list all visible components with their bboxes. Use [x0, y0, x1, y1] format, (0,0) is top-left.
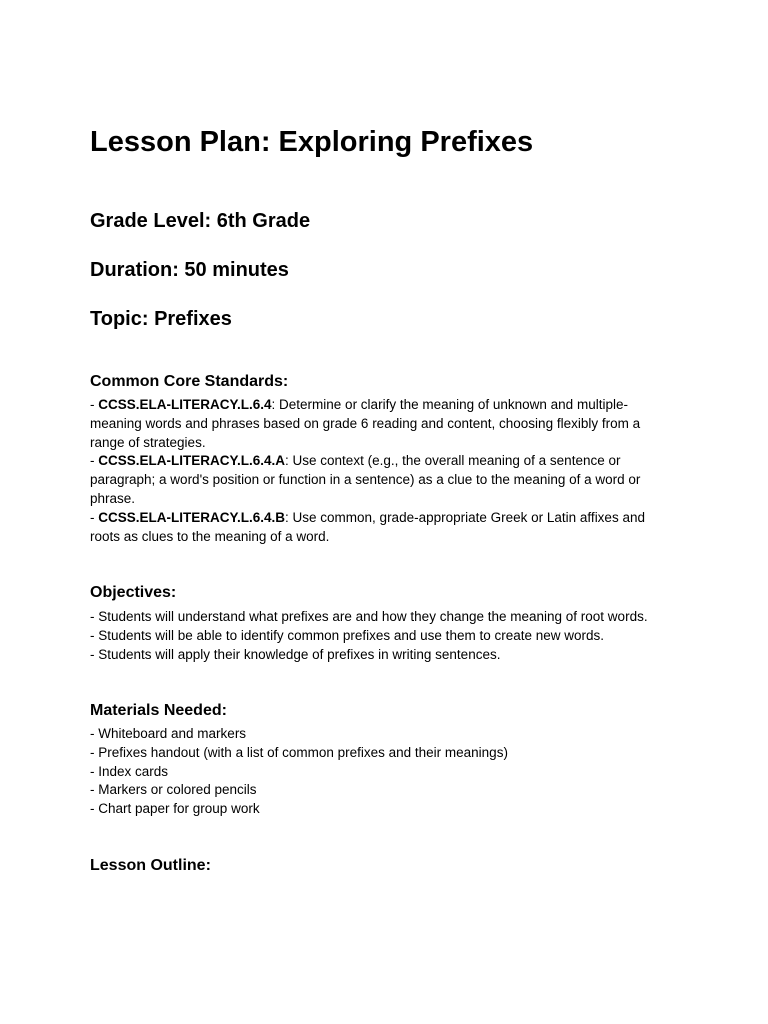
list-item: - Students will understand what prefixes are and how they change the meaning of root words. — [90, 609, 648, 624]
standard-item: - CCSS.ELA-LITERACY.L.6.4: Determine or clarify the meaning of unknown and multiple-meaning words and phrases based on grade 6 reading and content, choosing flexibly from a range of strategies. — [90, 397, 641, 450]
standards-list — [90, 396, 670, 546]
grade-level: Grade Level: 6th Grade — [90, 210, 311, 232]
standard-item: - CCSS.ELA-LITERACY.L.6.4.A: Use context (e.g., the overall meaning of a sentence or paragraph; a word's position or function in a sentence) as a clue to the meaning of a word or phrase. — [90, 453, 641, 506]
list-item: - Index cards — [90, 763, 169, 779]
list-item: - Students will apply their knowledge of prefixes in writing sentences. — [90, 646, 501, 662]
duration: Duration: 50 minutes — [90, 259, 289, 281]
list-item: - Whiteboard and markers — [90, 726, 247, 741]
standard-code: CCSS.ELA-LITERACY.L.6.4 — [98, 397, 272, 412]
list-item: - Prefixes handout (with a list of common prefixes and their meanings) — [90, 744, 508, 760]
standard-text: : Determine or clarify the meaning of unknown and multiple-meaning words and phrases based on grade 6 reading and content, choosing flexibly from a range of strategies. — [90, 397, 641, 450]
page-title: Lesson Plan: Exploring Prefixes — [90, 126, 534, 158]
standards-heading: Common Core Standards: — [90, 373, 289, 390]
topic: Topic: Prefixes — [90, 308, 232, 330]
objectives-heading: Objectives: — [90, 584, 177, 601]
list-item: - Markers or colored pencils — [90, 782, 257, 798]
standard-code: CCSS.ELA-LITERACY.L.6.4.B — [98, 509, 286, 525]
standard-text: : Use context (e.g., the overall meaning of a sentence or paragraph; a word's position or function in a sentence) as a clue to the meaning of a word or phrase. — [90, 453, 641, 506]
outline-heading: Lesson Outline: — [90, 857, 211, 874]
standard-text: : Use common, grade-appropriate Greek or Latin affixes and roots as clues to the meaning of a word. — [90, 509, 645, 544]
list-item: - Students will be able to identify common prefixes and use them to create new words. — [90, 627, 605, 643]
materials-heading: Materials Needed: — [90, 702, 227, 719]
standard-item: - CCSS.ELA-LITERACY.L.6.4.B: Use common, grade-appropriate Greek or Latin affixes and roots as clues to the meaning of a word. — [90, 509, 645, 544]
objectives-list — [90, 608, 670, 664]
list-item: - Chart paper for group work — [90, 801, 260, 817]
materials-list — [90, 725, 670, 819]
standard-code: CCSS.ELA-LITERACY.L.6.4.A — [98, 453, 286, 469]
